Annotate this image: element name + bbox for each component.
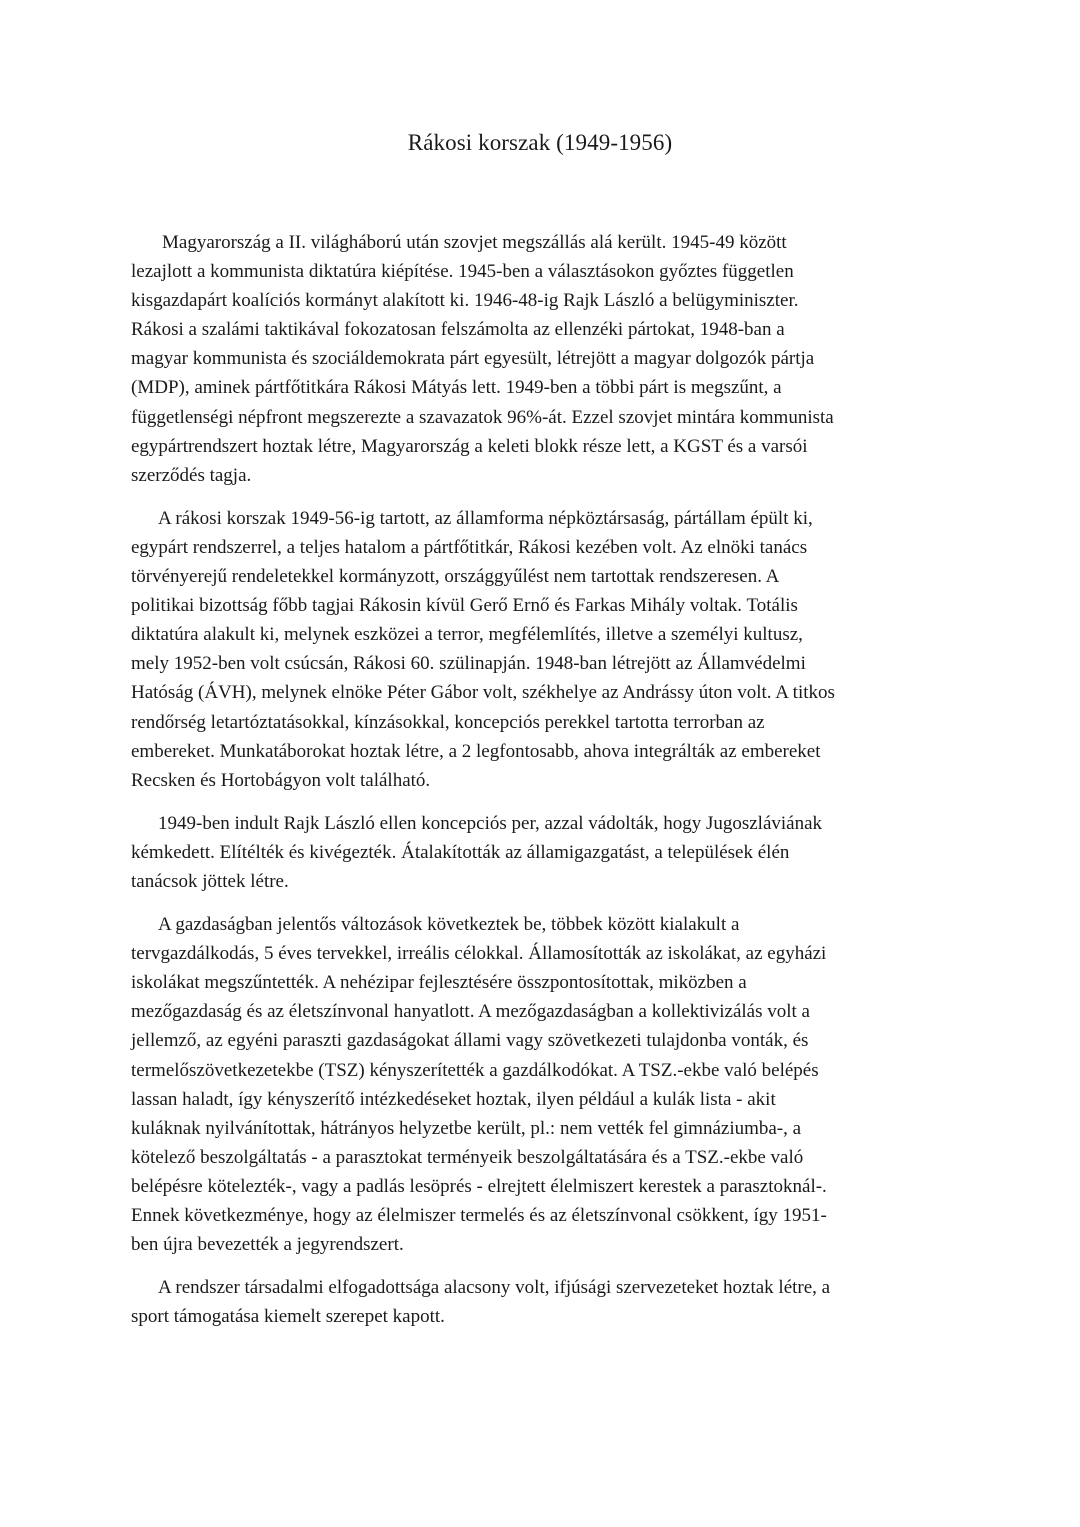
paragraph-line: iskolákat megszűntették. A nehézipar fejlesztésére összpontosítottak, miközben a [131, 972, 747, 994]
paragraph-line: kisgazdapárt koalíciós kormányt alakított ki. 1946-48-ig Rajk László a belügyminiszter. [131, 290, 799, 312]
page-title: Rákosi korszak (1949-1956) [407, 130, 673, 155]
paragraph-line: mely 1952-ben volt csúcsán, Rákosi 60. szülinapján. 1948-ban létrejött az Államvédelmi [131, 653, 806, 675]
paragraph-line: jellemző, az egyéni paraszti gazdaságokat állami vagy szövetkezeti tulajdonba vonták, és [131, 1030, 809, 1052]
paragraph-2 [131, 504, 961, 795]
paragraph-line: diktatúra alakult ki, melynek eszközei a terror, megfélemlítés, illetve a személyi kultusz, [131, 624, 803, 646]
paragraph-line: lassan haladt, így kényszerítő intézkedéseket hoztak, ilyen például a kulák lista - akit [131, 1088, 776, 1110]
document-body [131, 228, 961, 1345]
paragraph-line: kémkedett. Elítélték és kivégezték. Átalakították az államigazgatást, a települések élén [131, 841, 790, 863]
paragraph-line: termelőszövetkezetekbe (TSZ) kényszerítették a gazdálkodókat. A TSZ.-ekbe való belépés [131, 1059, 819, 1081]
paragraph-line: ben újra bevezették a jegyrendszert. [131, 1234, 404, 1256]
paragraph-line: egypártrendszert hoztak létre, Magyarország a keleti blokk része lett, a KGST és a varsói [131, 435, 808, 457]
paragraph-line: (MDP), aminek pártfőtitkára Rákosi Mátyás lett. 1949-ben a többi párt is megszűnt, a [131, 377, 782, 399]
paragraph-line: politikai bizottság főbb tagjai Rákosin kívül Gerő Ernő és Farkas Mihály voltak. Totális [131, 595, 798, 617]
paragraph-line: A gazdaságban jelentős változások következtek be, többek között kialakult a [158, 914, 740, 936]
paragraph-line: törvényerejű rendeletekkel kormányzott, országgyűlést nem tartottak rendszeresen. A [131, 566, 780, 588]
paragraph-line: A rendszer társadalmi elfogadottsága alacsony volt, ifjúsági szervezeteket hoztak létre, a [158, 1277, 831, 1299]
paragraph-line: Recsken és Hortobágyon volt található. [131, 769, 431, 791]
paragraph-line: lezajlott a kommunista diktatúra kiépítése. 1945-ben a választásokon győztes független [131, 261, 794, 283]
paragraph-line: tanácsok jöttek létre. [131, 870, 289, 892]
paragraph-line: szerződés tagja. [131, 464, 252, 486]
paragraph-line: A rákosi korszak 1949-56-ig tartott, az államforma népköztársaság, pártállam épült ki, [158, 507, 813, 529]
paragraph-line: Magyarország a II. világháború után szovjet megszállás alá került. 1945-49 között [162, 232, 787, 253]
paragraph-line: magyar kommunista és szociáldemokrata párt egyesült, létrejött a magyar dolgozók pártja [131, 348, 815, 370]
paragraph-line: mezőgazdaság és az életszínvonal hanyatlott. A mezőgazdaságban a kollektivizálás volt a [131, 1001, 810, 1023]
paragraph-5 [131, 1273, 961, 1331]
paragraph-line: függetlenségi népfront megszerezte a szavazatok 96%-át. Ezzel szovjet mintára kommunista [131, 406, 834, 428]
paragraph-line: tervgazdálkodás, 5 éves tervekkel, irreális célokkal. Államosították az iskolákat, az egyházi [131, 943, 827, 965]
paragraph-line: 1949-ben indult Rajk László ellen koncepciós per, azzal vádolták, hogy Jugoszláviának [158, 812, 823, 834]
paragraph-line: rendőrség letartóztatásokkal, kínzásokkal, koncepciós perekkel tartotta terrorban az [131, 711, 765, 733]
paragraph-1 [131, 228, 961, 490]
paragraph-3 [131, 809, 961, 896]
paragraph-line: Ennek következménye, hogy az élelmiszer termelés és az életszínvonal csökkent, így 1951- [131, 1205, 827, 1226]
paragraph-line: kötelező beszolgáltatás - a parasztokat terményeik beszolgáltatására és a TSZ.-ekbe való [131, 1146, 804, 1168]
paragraph-line: sport támogatása kiemelt szerepet kapott. [131, 1306, 445, 1328]
paragraph-line: kuláknak nyilvánítottak, hátrányos helyzetbe került, pl.: nem vették fel gimnáziumba-, a [131, 1117, 802, 1139]
paragraph-line: embereket. Munkatáborokat hoztak létre, a 2 legfontosabb, ahova integrálták az embereket [131, 740, 821, 762]
paragraph-4 [131, 910, 961, 1259]
paragraph-line: Rákosi a szalámi taktikával fokozatosan felszámolta az ellenzéki pártokat, 1948-ban a [131, 319, 785, 341]
paragraph-line: egypárt rendszerrel, a teljes hatalom a pártfőtitkár, Rákosi kezében volt. Az elnöki tanács [131, 536, 808, 558]
paragraph-line: belépésre kötelezték-, vagy a padlás lesöprés - elrejtett élelmiszert kerestek a parasztoknál-. [131, 1175, 827, 1197]
paragraph-line: Hatóság (ÁVH), melynek elnöke Péter Gábor volt, székhelye az Andrássy úton volt. A titkos [131, 682, 835, 704]
